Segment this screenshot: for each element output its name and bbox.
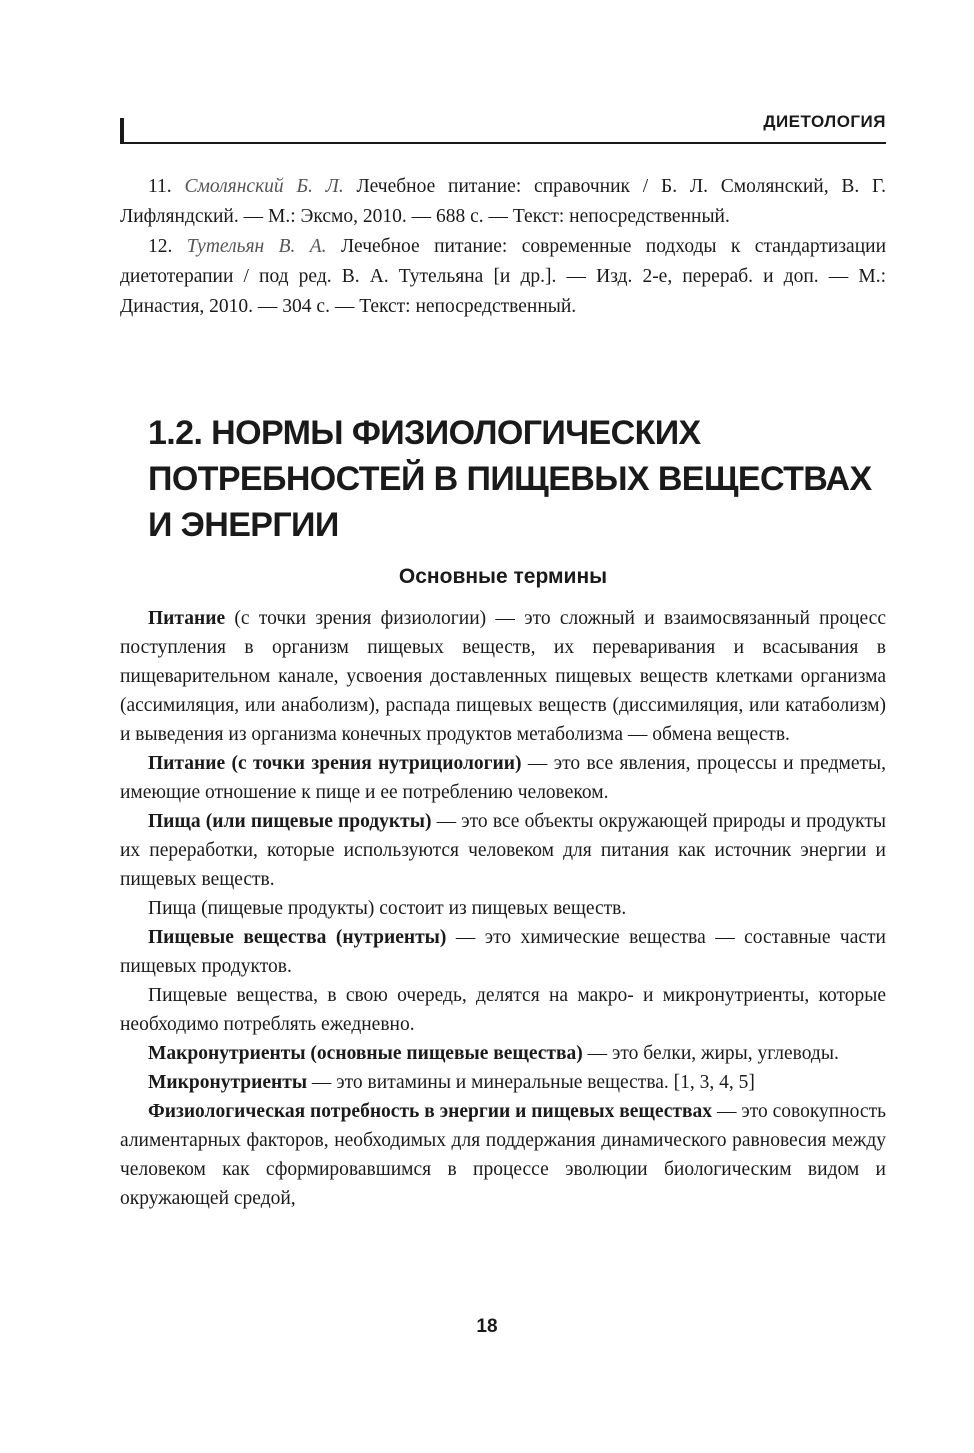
term: Пища (или пищевые продукты)	[148, 811, 432, 832]
reference-text: Лечебное питание: справочник / Б. Л. Смолянский, В. Г. Лифляндский. — М.: Эксмо, 2010. — 688 с. — Текст: непосредственный.	[120, 176, 886, 227]
page-number: 18	[476, 1316, 498, 1337]
section-title	[148, 410, 872, 548]
term: Физиологическая потребность в энергии и пищевых веществах	[148, 1101, 713, 1122]
header-rule-vertical	[120, 118, 124, 144]
definition: — это белки, жиры, углеводы.	[582, 1043, 839, 1064]
paragraph	[120, 604, 886, 749]
reference-number: 12.	[148, 236, 173, 257]
definition: — это химические вещества — составные части пищевых продуктов.	[120, 927, 886, 977]
reference-item	[120, 172, 886, 232]
definition: Пищевые вещества, в свою очередь, делятся на макро- и микронутриенты, которые необходимо потреблять ежедневно.	[120, 985, 886, 1035]
term: Макронутриенты (основные пищевые вещества)	[148, 1043, 583, 1064]
definition: (с точки зрения физиологии) — это сложный и взаимосвязанный процесс поступления в организм пищевых веществ, их переваривания и всасывания в пищеварительном канале, усвоения доставленных пищевых веществ клетками организма (ассимиляция, или анаболизм), распада пищевых веществ (диссимиляция, или катаболизм) и выведения из организма конечных продуктов метаболизма — обмена веществ.	[120, 608, 886, 745]
term: Пищевые вещества (нутриенты)	[148, 927, 447, 948]
reference-author: Смолянский Б. Л.	[184, 176, 344, 197]
definition: — это все явления, процессы и предметы, имеющие отношение к пище и ее потреблению человеком.	[120, 753, 886, 803]
section-title-line: И ЭНЕРГИИ	[148, 506, 339, 544]
paragraph	[120, 923, 886, 981]
section-title-line: 1.2. НОРМЫ ФИЗИОЛОГИЧЕСКИХ	[148, 414, 701, 452]
term: Питание	[148, 608, 226, 629]
reference-item	[120, 232, 886, 322]
paragraph	[120, 749, 886, 807]
reference-author: Тутельян В. А.	[186, 236, 327, 257]
running-header-title: ДИЕТОЛОГИЯ	[763, 112, 886, 131]
term: Питание (с точки зрения нутрициологии)	[148, 753, 522, 774]
paragraph	[120, 894, 886, 923]
paragraph	[120, 1068, 886, 1097]
definition: — это витамины и минеральные вещества. [1, 3, 4, 5]	[307, 1072, 755, 1093]
page-header	[120, 112, 886, 144]
reference-text: Лечебное питание: современные подходы к стандартизации диетотерапии / под ред. В. А. Тутельяна [и др.]. — Изд. 2-е, перераб. и доп. — М.: Династия, 2010. — 304 с. — Текст: непосредственный.	[120, 236, 887, 317]
paragraph	[120, 807, 886, 894]
definition: — это совокупность алиментарных факторов, необходимых для поддержания динамического равновесия между человеком как сформировавшимся в процессе эволюции биологическим видом и окружающей средой,	[120, 1101, 886, 1209]
reference-list	[120, 172, 886, 322]
reference-number: 11.	[148, 176, 172, 197]
header-rule	[120, 142, 886, 144]
term: Микронутриенты	[148, 1072, 308, 1093]
definition: Пища (пищевые продукты) состоит из пищевых веществ.	[148, 898, 627, 919]
section-title-line: ПОТРЕБНОСТЕЙ В ПИЩЕВЫХ ВЕЩЕСТВАХ	[148, 460, 872, 498]
definition: — это все объекты окружающей природы и продукты их переработки, которые используются человеком для питания как источник энергии и пищевых веществ.	[120, 811, 886, 890]
body-text	[120, 604, 886, 1213]
paragraph	[120, 1039, 886, 1068]
subheading-main-terms: Основные термины	[398, 565, 608, 588]
paragraph	[120, 1097, 886, 1213]
paragraph	[120, 981, 886, 1039]
